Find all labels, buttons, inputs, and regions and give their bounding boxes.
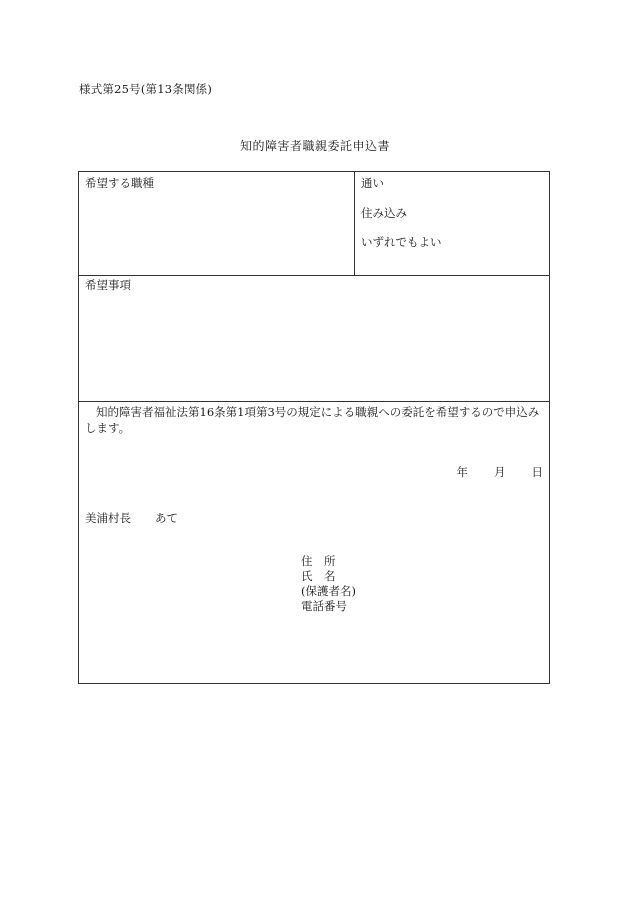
phone-label: 電話番号 bbox=[301, 599, 347, 613]
application-form bbox=[78, 171, 550, 684]
date-year: 年 bbox=[456, 465, 468, 479]
applicant-block bbox=[301, 554, 356, 614]
requests-row bbox=[79, 276, 549, 402]
desired-job-cell bbox=[79, 172, 355, 275]
date-line bbox=[457, 464, 544, 480]
document-title: 知的障害者職親委託申込書 bbox=[239, 139, 390, 153]
date-month: 月 bbox=[494, 465, 506, 479]
addressee-suffix: あて bbox=[155, 511, 178, 525]
desired-job-label: 希望する職種 bbox=[85, 176, 154, 190]
option-either: いずれでもよい bbox=[361, 235, 442, 249]
date-day: 日 bbox=[531, 465, 543, 479]
address-label: 住 所 bbox=[301, 554, 336, 568]
form-number: 様式第25号(第13条関係) bbox=[79, 82, 213, 96]
addressee bbox=[85, 510, 178, 526]
name-label: 氏 名 bbox=[301, 569, 336, 583]
application-statement: 知的障害者福祉法第16条第1項第3号の規定による職親への委託を希望するので申込みします。 bbox=[85, 405, 540, 435]
requests-label: 希望事項 bbox=[85, 278, 131, 292]
option-commute: 通い bbox=[361, 176, 384, 190]
guardian-label: (保護者名) bbox=[301, 584, 356, 598]
option-live-in: 住み込み bbox=[361, 206, 407, 220]
desired-job-row bbox=[79, 172, 549, 276]
addressee-name: 美浦村長 bbox=[85, 511, 131, 525]
